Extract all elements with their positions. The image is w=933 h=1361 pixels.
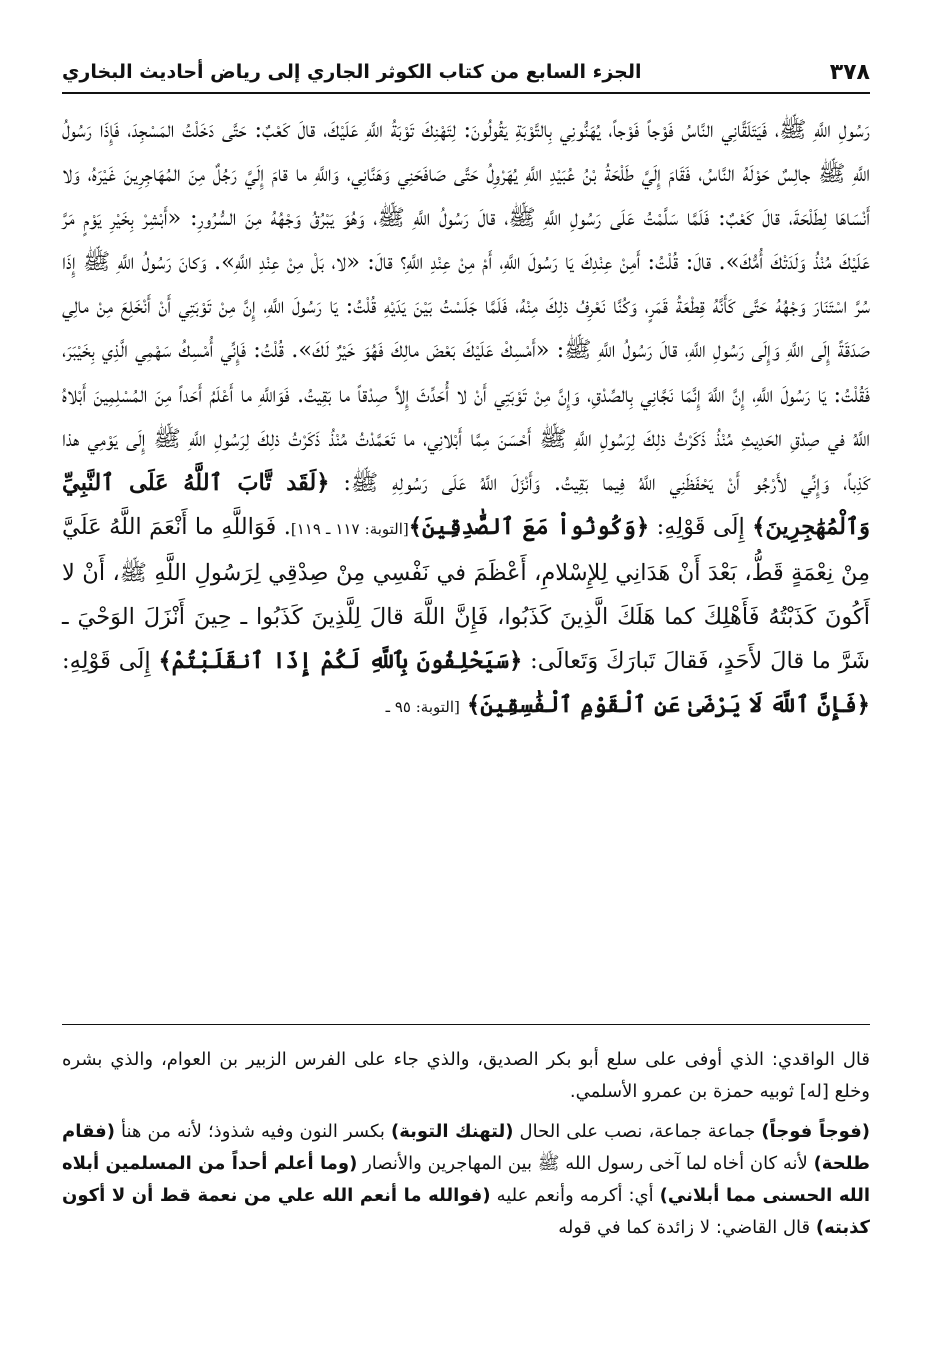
- page-header: [62, 52, 870, 94]
- quran-verse: ﴿لَقَد تَّابَ ٱللَّهُ عَلَى ٱلنَّبِيِّ وَٱلْمُهَٰجِرِينَ﴾: [62, 469, 871, 540]
- footnote-divider: [62, 1024, 870, 1025]
- verse-reference: [التوبة: ١١٧ ـ ١١٩]: [290, 519, 409, 538]
- footnote-text: جماعة جماعة، نصب على الحال: [513, 1121, 762, 1142]
- footnote-term: (فوالله ما أنعم الله علي من نعمة قط أن لا أكون كذبته): [62, 1185, 870, 1238]
- page-number: ٣٧٨: [829, 59, 870, 85]
- verse-reference: [التوبة: ٩٥ ـ: [385, 698, 460, 717]
- transition-text: إِلَى قَوْلِهِ:: [656, 513, 745, 540]
- footnote-text: أي: أكرمه وأنعم عليه: [490, 1185, 660, 1206]
- hadith-paragraph: [62, 108, 870, 729]
- quran-verse: ﴿سَيَحْلِفُونَ بِٱللَّهِ لَكُمْ إِذَا ٱنقَلَبْتُمْ﴾: [158, 648, 523, 675]
- transition-text: إِلَى قَوْلِهِ:: [62, 648, 151, 675]
- running-title: الجزء السابع من كتاب الكوثر الجاري إلى رياض أحاديث البخاري: [62, 61, 642, 83]
- hadith-text-part-1: رَسُولِ اللَّهِ ﷺ، فَيَتَلَقَّانِي النَّاسُ فَوْجاً فَوْجاً، يُهَنُّونِي بِالتَّوْبَةِ يَقُولُونَ: لِتَهْنِكَ تَوْبَةُ اللَّهِ عَلَيْكَ، قالَ كَعْبٌ: حَتَّى دَخَلْتُ المَسْجِدَ، فَإِذَا رَسُولُ اللَّهِ ﷺ جالِسٌ حَوْلَهُ النَّاسُ، فَقَامَ إِلَيَّ طَلْحَةُ بْنُ عُبَيْدِ اللَّهِ يُهَرْوِلُ حَتَّى صَافَحَنِي وَهَنَّانِي، وَاللَّهِ ما قامَ إِلَيَّ رَجُلٌ مِنَ المُهَاجِرِينَ غَيْرَهُ، وَلا أَنْسَاهَا لِطَلْحَةَ، قالَ كَعْبٌ: فَلَمَّا سَلَّمْتُ عَلَى رَسُولِ اللَّهِ ﷺ، قالَ رَسُولُ اللَّهِ ﷺ، وَهُوَ يَبْرُقُ وَجْهُهُ مِنَ السُّرُورِ: «أَبْشِرْ بِخَيْرِ يَوْمٍ مَرَّ عَلَيْكَ مُنْذُ وَلَدَتْكَ أُمُّكَ». قالَ: قُلْتُ: أَمِنْ عِنْدِكَ يَا رَسُولَ اللَّهِ، أَمْ مِنْ عِنْدِ اللَّهِ؟ قالَ: «لا، بَلْ مِنْ عِنْدِ اللَّهِ». وَكانَ رَسُولُ اللَّهِ ﷺ إِذَا سُرَّ اسْتَنَارَ وَجْهُهُ حَتَّى كَأَنَّهُ قِطْعَةُ قَمَرٍ، وَكُنَّا نَعْرِفُ ذلِكَ مِنْهُ، فَلَمَّا جَلَسْتُ بَيْنَ يَدَيْهِ قُلْتُ: يَا رَسُولَ اللَّهِ، إِنَّ مِنْ تَوْبَتِي أَنْ أَنْخَلِعَ مِنْ مالِي صَدَقَةً إِلَى اللَّهِ وَإِلَى رَسُولِ اللَّهِ، قالَ رَسُولُ اللَّهِ ﷺ: «أَمْسِكْ عَلَيْكَ بَعْضَ مالِكَ فَهُوَ خَيْرٌ لَكَ». قُلْتُ: فَإِنِّي أُمْسِكُ سَهْمِي الَّذِي بِخَيْبَرَ، فَقُلْتُ: يَا رَسُولَ اللَّهِ، إِنَّ اللَّهَ إِنَّمَا نَجَّانِي بِالصِّدْقِ، وَإِنَّ مِنْ تَوْبَتِي أَنْ لا أُحَدِّثَ إِلاَّ صِدْقاً ما بَقِيتُ. فَوَاللَّهِ ما أَعْلَمُ أَحَداً مِنَ المُسْلِمِينَ أَبْلاهُ اللَّهُ في صِدْقِ الحَدِيثِ مُنْذُ ذَكَرْتُ ذلِكَ لِرَسُولِ اللَّهِ ﷺ أَحْسَنَ مِمَّا أَبْلانِي، ما تَعَمَّدْتُ مُنْذُ ذَكَرْتُ ذلِكَ لِرَسُولِ اللَّهِ ﷺ إِلَى يَوْمِي هذا كَذِباً، وَإِنِّي لأَرْجُو أَنْ يَحْفَظَنِي اللَّهُ فِيما بَقِيتُ. وَأَنْزَلَ اللَّهُ عَلَى رَسُولِهِ ﷺ:: [62, 117, 871, 496]
- footnotes: [62, 1044, 870, 1252]
- book-page: [62, 52, 870, 1352]
- hadith-text: [62, 108, 870, 729]
- hadith-text-part-2: . فَوَاللَّهِ ما أَنْعَمَ اللَّهُ عَلَيَّ مِنْ نِعْمَةٍ قَطُّ، بَعْدَ أَنْ هَدَانِي لِلإِسْلامِ، أَعْظَمَ في نَفْسِي مِنْ صِدْقِي لِرَسُولِ اللَّهِ ﷺ، أَنْ لا أَكُونَ كَذَبْتُهُ فَأَهْلِكَ كما هَلَكَ الَّذِينَ كَذَبُوا، فَإِنَّ اللَّهَ قالَ لِلَّذِينَ كَذَبُوا ـ حِينَ أَنْزَلَ الوَحْيَ ـ شَرَّ ما قالَ لأَحَدٍ، فَقالَ تَبارَكَ وَتَعالَى:: [62, 513, 870, 675]
- footnote-paragraph: [62, 1116, 870, 1244]
- footnote-paragraph: قال الواقدي: الذي أوفى على سلع أبو بكر الصديق، والذي جاء على الفرس الزبير بن العوام، والذي بشره وخلع [له] ثوبيه حمزة بن عمرو الأسلمي.: [62, 1049, 870, 1102]
- footnote-term: (وما أعلم أحداً من المسلمين أبلاه الله الحسنى مما أبلاني): [62, 1153, 871, 1206]
- footnote-term: (فوجاً فوجاً): [761, 1121, 870, 1142]
- quran-verse: ﴿فَإِنَّ ٱللَّهَ لَا يَرْضَىٰ عَنِ ٱلْقَوْمِ ٱلْفَٰسِقِينَ﴾: [467, 692, 870, 719]
- footnote-text: قال القاضي: لا زائدة كما في قوله: [558, 1217, 816, 1238]
- footnote-text: لأنه كان أخاه لما آخى رسول الله ﷺ بين المهاجرين والأنصار: [357, 1153, 814, 1174]
- footnote-text: بكسر النون وفيه شذوذ؛ لأنه من هنأ: [114, 1121, 392, 1142]
- quran-verse: ﴿وَكُونُواْ مَعَ ٱلصَّٰدِقِينَ﴾: [408, 513, 650, 540]
- footnote-term: (لتهنك التوبة): [391, 1121, 514, 1142]
- footnote-term: (فقام طلحة): [62, 1121, 870, 1174]
